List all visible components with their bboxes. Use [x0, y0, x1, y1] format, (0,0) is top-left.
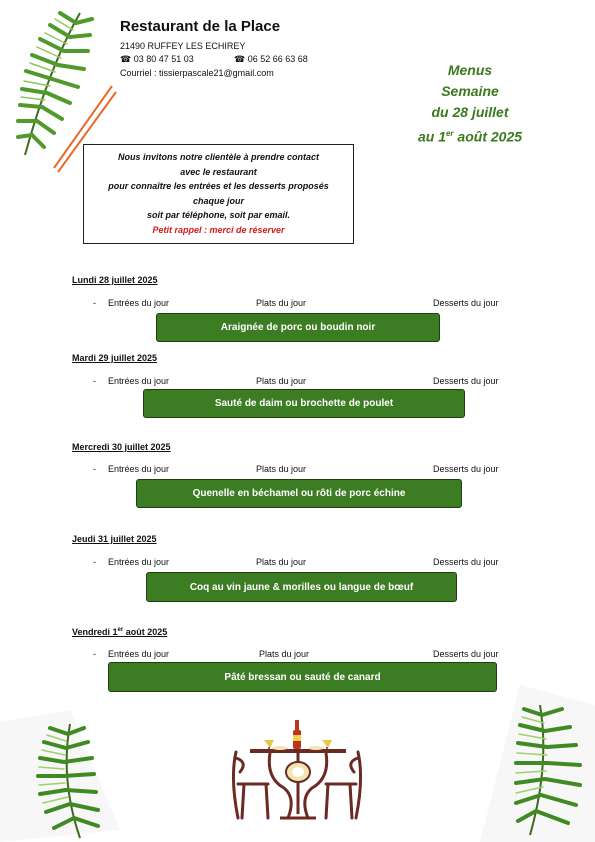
palm-leaf-bottom-right-icon: [480, 685, 595, 842]
menu-title-line1: Menus: [447, 62, 493, 78]
notice-line: soit par téléphone, soit par email.: [146, 210, 291, 220]
mains-label: Plats du jour: [256, 376, 307, 386]
palm-leaf-bottom-left-icon: [0, 710, 120, 842]
mains-label: Plats du jour: [259, 649, 310, 659]
phone-line-2: [234, 54, 308, 65]
bistro-table-icon: [222, 718, 372, 822]
bullet-dash: -: [93, 298, 96, 308]
bullet-dash: -: [93, 464, 96, 474]
bullet-dash: -: [93, 649, 96, 659]
restaurant-email[interactable]: Courriel : tissierpascale21@gmail.com: [120, 68, 274, 78]
menu-title-line3: du 28 juillet: [431, 104, 509, 120]
phone-icon: ☎: [234, 54, 246, 64]
phone-number-2[interactable]: 06 52 66 63 68: [247, 54, 308, 64]
menu-title-line4: au 1er août 2025: [417, 128, 523, 145]
starters-label: Entrées du jour: [108, 557, 170, 567]
desserts-label: Desserts du jour: [433, 649, 499, 659]
mains-label: Plats du jour: [256, 464, 307, 474]
day-title-wednesday: Mercredi 30 juillet 2025: [72, 442, 171, 452]
restaurant-name: Restaurant de la Place: [120, 18, 281, 35]
starters-label: Entrées du jour: [108, 464, 170, 474]
notice-line: pour connaître les entrées et les desserts proposés: [108, 181, 329, 191]
desserts-label: Desserts du jour: [433, 298, 499, 308]
dish-friday: Pâté bressan ou sauté de canard: [108, 662, 497, 692]
menu-title: [395, 60, 545, 148]
desserts-label: Desserts du jour: [433, 557, 499, 567]
notice-line: chaque jour: [192, 195, 244, 206]
dish-thursday: Coq au vin jaune & morilles ou langue de bœuf: [146, 572, 457, 602]
notice-line: Nous invitons notre clientèle à prendre contact: [117, 152, 320, 162]
reservation-reminder: Petit rappel : merci de réserver: [152, 224, 285, 235]
desserts-label: Desserts du jour: [433, 464, 499, 474]
mains-label: Plats du jour: [256, 298, 307, 308]
desserts-label: Desserts du jour: [433, 376, 499, 386]
day-title-monday: Lundi 28 juillet 2025: [72, 275, 158, 285]
phone-number-1[interactable]: 03 80 47 51 03: [133, 54, 194, 64]
day-title-thursday: Jeudi 31 juillet 2025: [72, 534, 157, 544]
dish-tuesday: Sauté de daim ou brochette de poulet: [143, 389, 465, 418]
phone-line-1: [120, 54, 194, 65]
dish-wednesday: Quenelle en béchamel ou rôti de porc échine: [136, 479, 462, 508]
starters-label: Entrées du jour: [108, 298, 170, 308]
mains-label: Plats du jour: [256, 557, 307, 567]
bullet-dash: -: [93, 557, 96, 567]
bullet-dash: -: [93, 376, 96, 386]
restaurant-address: 21490 RUFFEY LES ECHIREY: [120, 41, 246, 51]
notice-box: [83, 144, 354, 244]
day-title-friday: Vendredi 1er août 2025: [72, 627, 168, 637]
menu-title-line2: Semaine: [441, 83, 499, 99]
notice-line: avec le restaurant: [180, 166, 257, 177]
dish-monday: Araignée de porc ou boudin noir: [156, 313, 440, 342]
starters-label: Entrées du jour: [108, 376, 170, 386]
phone-icon: ☎: [120, 54, 132, 64]
day-title-tuesday: Mardi 29 juillet 2025: [72, 353, 158, 363]
starters-label: Entrées du jour: [108, 649, 170, 659]
